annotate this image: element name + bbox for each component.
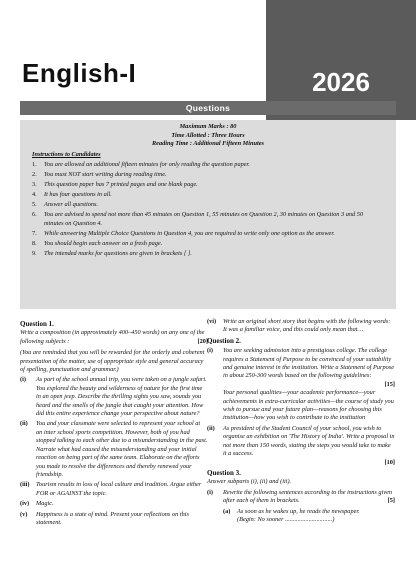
question-1-marks: [20] xyxy=(197,337,208,345)
question-1-title: Question 1. xyxy=(20,320,54,328)
q2-ii-marks: [10] xyxy=(384,458,395,466)
instruction-item: 5. Answer all questions. xyxy=(32,201,99,209)
max-marks: Maximum Marks : 80 xyxy=(179,123,237,130)
question-3-title: Question 3. xyxy=(207,468,241,477)
q3-option: (i) Rewrite the following sentences according to the instructions given after each of them in brackets. [5] xyxy=(207,488,395,505)
instruction-item: 6. You are advised to spend not more than 45 minutes on Question 1, 55 minutes on Question 2, 30 minutes on Question 3 and 50 minutes on Question 4. xyxy=(32,211,364,227)
question-3-prompt: Answer subparts (i), (ii) and (iii). xyxy=(207,478,292,486)
instruction-item: 9. The intended marks for questions are given in brackets [ ]. xyxy=(32,250,192,258)
instructions-heading: Instructions to Candidates xyxy=(32,150,101,158)
q2-i-marks: [15] xyxy=(384,380,395,388)
instruction-item: 8. You should begin each answer on a fresh page. xyxy=(32,240,163,248)
q1-option-vi: (vi) Write an original short story that begins with the following words: It was a familiar voice, and this could only mean that… xyxy=(207,318,391,334)
q1-option: (ii) You and your classmate were selected to represent your school at an inter school sports competition. However, both of you had stopped talking to each other due to a misunderstanding in the past. Narrate what had caused the misunderstanding and your initial reaction on being part of the same team. Elaborate on the efforts you made to resolve the differences and thereby renewed your friendship. xyxy=(20,420,208,478)
q1-option: (i) As part of the school annual trip, you were taken on a jungle safari. You explored the beauty and wilderness of nature for the first time in an open jeep. Describe the thrilling sights you saw, sounds you heard and the smells of the jungle that caught your attention. How did this entire experience change your perspective about nature? xyxy=(20,376,207,418)
instruction-item: 1. You are allowed an additional fifteen minutes for only reading the question paper. xyxy=(32,160,250,168)
instructions-list xyxy=(32,161,384,259)
q3-i-marks: [5] xyxy=(387,497,395,505)
subject-title: English-I xyxy=(22,58,137,88)
q1-option: (iv) Magic. xyxy=(20,500,54,508)
section-bar: Questions xyxy=(20,101,396,115)
reading-time: Reading Time : Additional Fifteen Minutes xyxy=(151,140,264,148)
q3-subpart: (a) As soon as he wakes up, he reads the newspaper. (Begin: No sooner ..............................) xyxy=(223,507,360,523)
q1-option: (iii) Tourism results in loss of local culture and tradition. Argue either FOR or AGAINST the topic. xyxy=(20,481,202,497)
instruction-item: 2. You must NOT start writing during reading time. xyxy=(32,170,167,178)
time-allotted: Time Allotted : Three Hours xyxy=(171,131,245,139)
right-column xyxy=(207,316,395,524)
q2-option: (ii) As president of the Student Council of your school, you wish to organise an exhibition on 'The History of India'. Write a proposal in not more than 150 words, stating the steps you would take to make it a success. [10] xyxy=(207,424,395,466)
left-column xyxy=(20,318,208,529)
instruction-item: 7. While answering Multiple Choice Questions in Question 4, you are required to write only one option as the answer. xyxy=(32,230,335,238)
q3-hint: (Begin: No sooner ..............................) xyxy=(237,515,335,523)
instruction-item: 3. This question paper has 7 printed pages and one blank page. xyxy=(32,181,198,189)
q2-option: (i) You are seeking admission into a prestigious college. The college requires a Statement of Purpose to be convinced of your suitability and genuine interest in the institution. Write a Statement of Purpose in about 250-300 words based on the following guidelines: [15] Your personal qualities—your academic performance—your achievements in extra-curricular activities—the course of study you wish to pursue and your future plan—reasons for choosing this institution—how you wish to contribute to the institution xyxy=(207,347,395,422)
instruction-item: 4. It has four questions in all. xyxy=(32,191,112,199)
question-2-title: Question 2. xyxy=(207,336,241,345)
instructions-box xyxy=(20,120,396,309)
q1-option: (v) Happiness is a state of mind. Present your reflections on this statement. xyxy=(20,510,189,526)
story-opening-line: It was a familiar voice, and this could only mean that… xyxy=(223,326,364,334)
year-block: 2026 xyxy=(266,0,416,120)
question-1-prompt: Write a composition (in approximately 400–450 words) on any one of the following subjects : [20] xyxy=(20,329,208,345)
question-1-note: (You are reminded that you will be rewarded for the orderly and coherent presentation of the matter, use of appropriate style and general accuracy of spelling, punctuation and grammar.) xyxy=(20,349,205,374)
